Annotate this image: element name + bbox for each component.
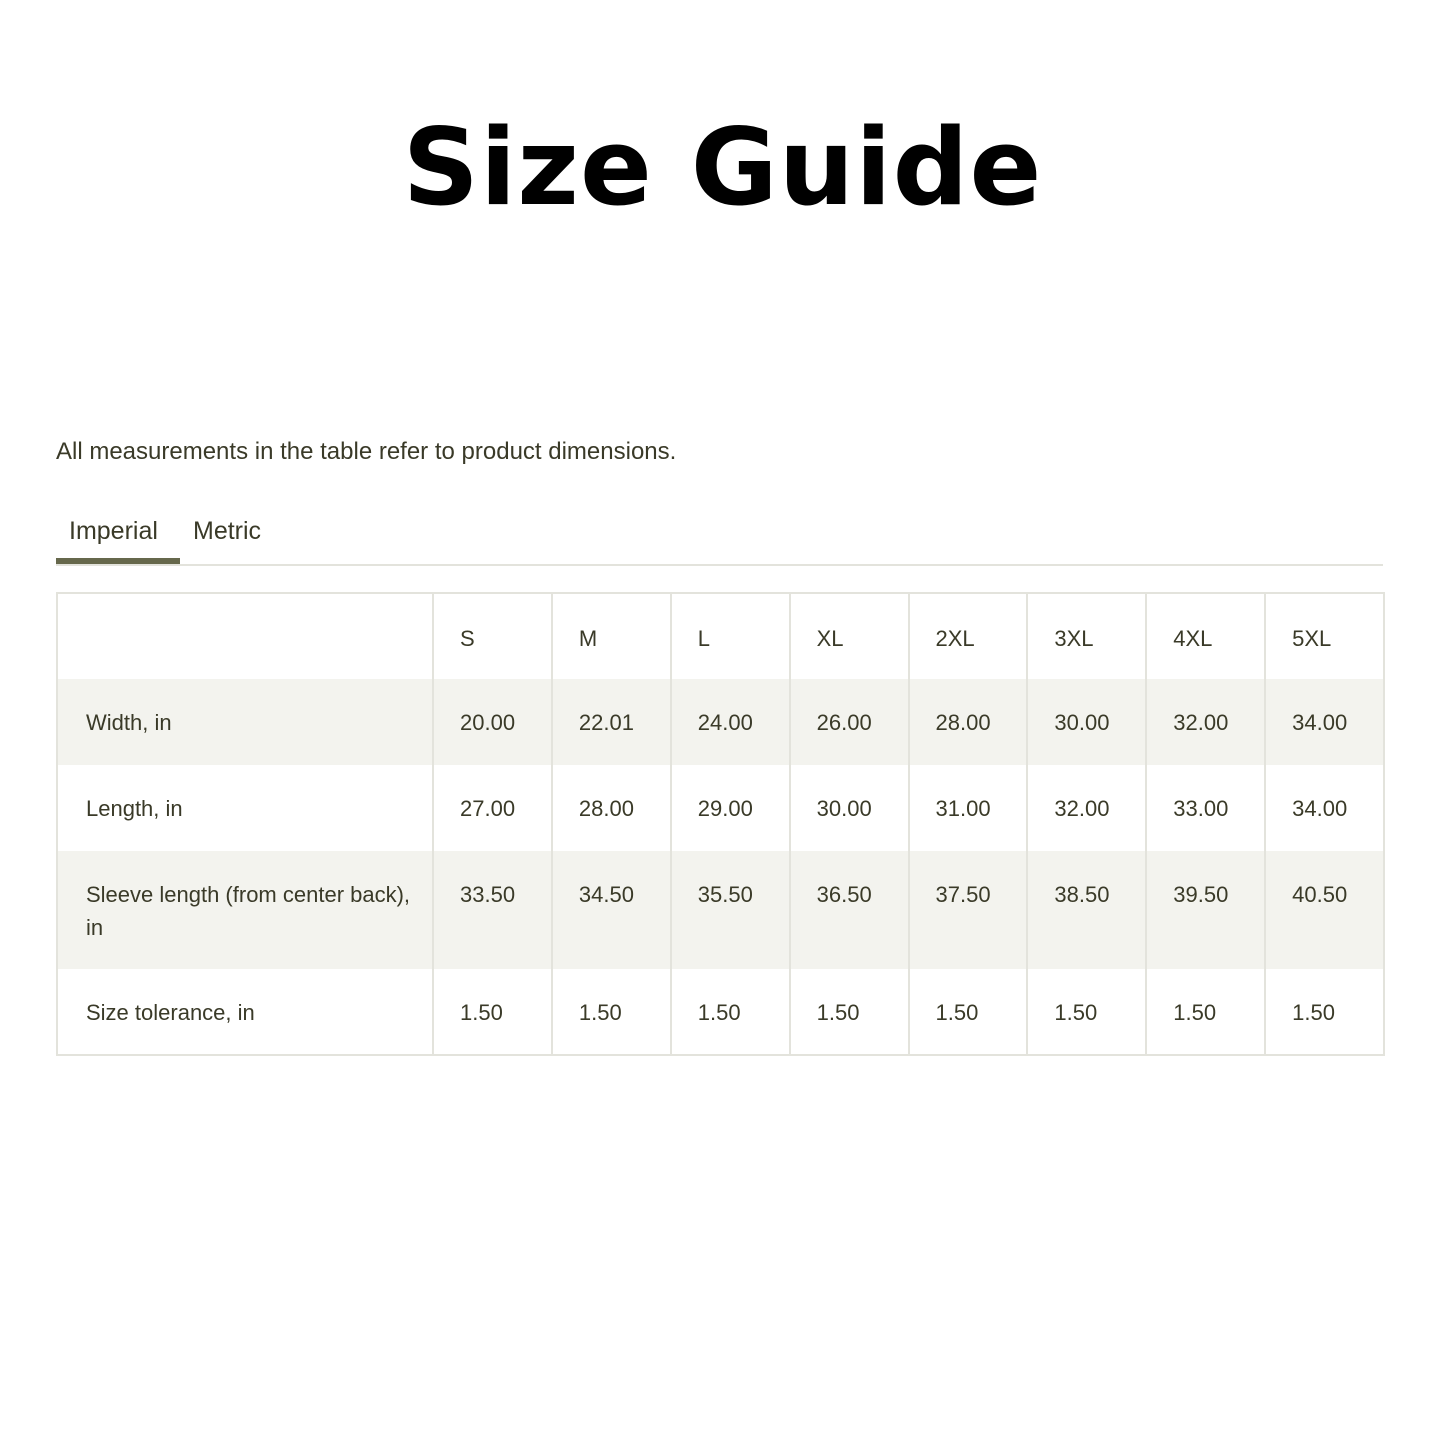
table-cell: 29.00 — [671, 765, 790, 851]
corner-cell — [57, 593, 433, 679]
table-cell: 35.50 — [671, 851, 790, 969]
table-cell: 22.01 — [552, 679, 671, 765]
table-cell: 40.50 — [1265, 851, 1384, 969]
table-cell: 32.00 — [1146, 679, 1265, 765]
row-label: Length, in — [86, 796, 183, 821]
table-cell: 39.50 — [1146, 851, 1265, 969]
size-table — [56, 592, 1385, 1056]
table-cell: 1.50 — [552, 969, 671, 1055]
table-cell: 32.00 — [1027, 765, 1146, 851]
table-cell: 33.00 — [1146, 765, 1265, 851]
table-cell: 1.50 — [909, 969, 1028, 1055]
row-label: Width, in — [86, 710, 172, 735]
table-cell: 1.50 — [1265, 969, 1384, 1055]
table-row — [57, 765, 1384, 851]
size-header: 5XL — [1265, 593, 1384, 679]
table-cell: 37.50 — [909, 851, 1028, 969]
size-header: XL — [790, 593, 909, 679]
measurement-note: All measurements in the table refer to product dimensions. — [56, 438, 677, 465]
size-header: 4XL — [1146, 593, 1265, 679]
table-cell: 1.50 — [433, 969, 552, 1055]
table-cell: 27.00 — [433, 765, 552, 851]
table-cell: 34.50 — [552, 851, 671, 969]
table-cell: 1.50 — [790, 969, 909, 1055]
size-header: S — [433, 593, 552, 679]
table-cell: 34.00 — [1265, 765, 1384, 851]
table-cell: 36.50 — [790, 851, 909, 969]
table-cell: 1.50 — [1146, 969, 1265, 1055]
page-title: Size Guide — [402, 106, 1043, 229]
table-cell: 34.00 — [1265, 679, 1384, 765]
table-header-row — [57, 593, 1384, 679]
table-row — [57, 851, 1384, 969]
table-cell: 33.50 — [433, 851, 552, 969]
tab-imperial[interactable]: Imperial — [69, 517, 158, 545]
table-cell: 28.00 — [909, 679, 1028, 765]
size-header: M — [552, 593, 671, 679]
row-label: Size tolerance, in — [86, 1000, 255, 1025]
table-cell: 1.50 — [671, 969, 790, 1055]
table-cell: 20.00 — [433, 679, 552, 765]
table-cell: 31.00 — [909, 765, 1028, 851]
table-cell: 30.00 — [1027, 679, 1146, 765]
table-cell: 38.50 — [1027, 851, 1146, 969]
size-header: 3XL — [1027, 593, 1146, 679]
tab-metric[interactable]: Metric — [193, 517, 262, 545]
active-tab-indicator — [56, 558, 180, 564]
table-cell: 1.50 — [1027, 969, 1146, 1055]
table-cell: 26.00 — [790, 679, 909, 765]
table-row — [57, 969, 1384, 1055]
size-header: L — [671, 593, 790, 679]
unit-tabs — [56, 500, 1383, 566]
table-cell: 30.00 — [790, 765, 909, 851]
size-header: 2XL — [909, 593, 1028, 679]
table-row — [57, 679, 1384, 765]
table-cell: 28.00 — [552, 765, 671, 851]
row-label: Sleeve length (from center back), in — [86, 882, 411, 940]
table-cell: 24.00 — [671, 679, 790, 765]
